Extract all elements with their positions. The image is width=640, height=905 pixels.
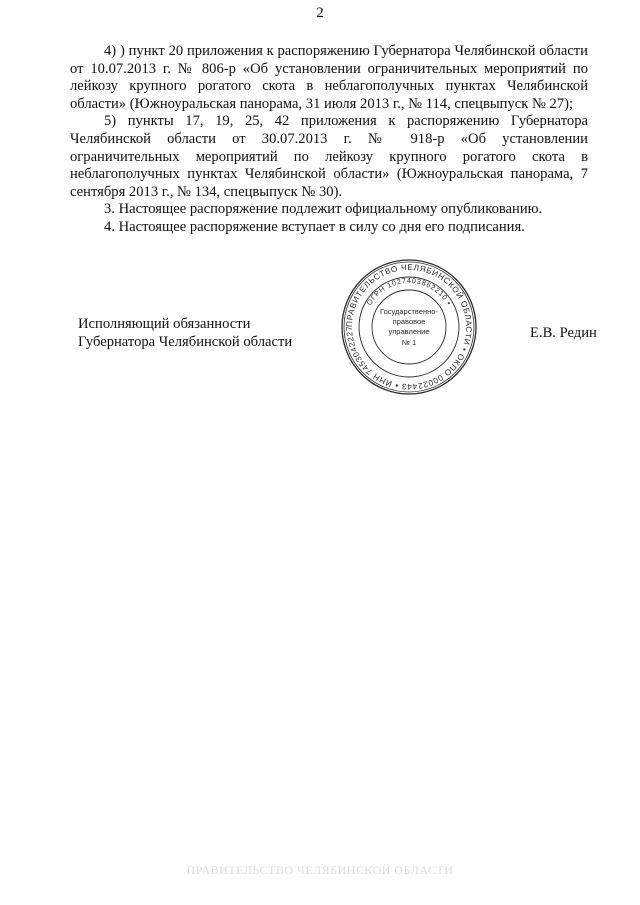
seal-center-line1: Государственно- [380,307,438,316]
footer-watermark: ПРАВИТЕЛЬСТВО ЧЕЛЯБИНСКОЙ ОБЛАСТИ [186,863,454,877]
signature-position-line1: Исполняющий обязанности [78,316,251,332]
paragraph-publication: 3. Настоящее распоряжение подлежит официальному опубликованию. [104,201,543,218]
seal-center-line3: управление [388,327,430,336]
seal-inner-textpath: ОГРН 1027403862210 • [364,275,454,308]
page-number: 2 [316,5,324,21]
paragraph-item-5: 5) пункты 17, 19, 25, 42 приложения к распоряжению Губернатора Челябинской области от 30.07.2013 г. № 918-р «Об установлении ограничительных мероприятий по лейкозу крупного рогатого скота в неблагополучных пунктах Челябинской области» (Южноуральская панорама, 7 сентября 2013 г., № 134, спецвыпуск № 30). [70,113,588,200]
seal-graphic [340,258,478,396]
seal-outer-textpath: ПРАВИТЕЛЬСТВО ЧЕЛЯБИНСКОЙ ОБЛАСТИ • ОКПО 00022443 • ИНН 7453042227 [344,262,474,392]
document-body [70,43,588,237]
paragraph-effective-date: 4. Настоящее распоряжение вступает в силу со дня его подписания. [104,218,525,235]
signature-position-line2: Губернатора Челябинской области [78,333,293,350]
official-seal-stamp [340,258,478,396]
signature-position [78,316,292,351]
seal-center-line2: правовое [392,317,426,326]
seal-center-line4: № 1 [401,338,417,347]
paragraph-item-4: 4) ) пункт 20 приложения к распоряжению Губернатора Челябинской области от 10.07.2013 г. № 806-р «Об установлении ограничительных мероприятий по лейкозу крупного рогатого скота в неблагополучных пунктах Челябинской области» (Южноуральская панорама, 31 июля 2013 г., № 114, спецвыпуск № 27); [70,43,588,112]
signer-name: Е.В. Редин [530,325,597,341]
